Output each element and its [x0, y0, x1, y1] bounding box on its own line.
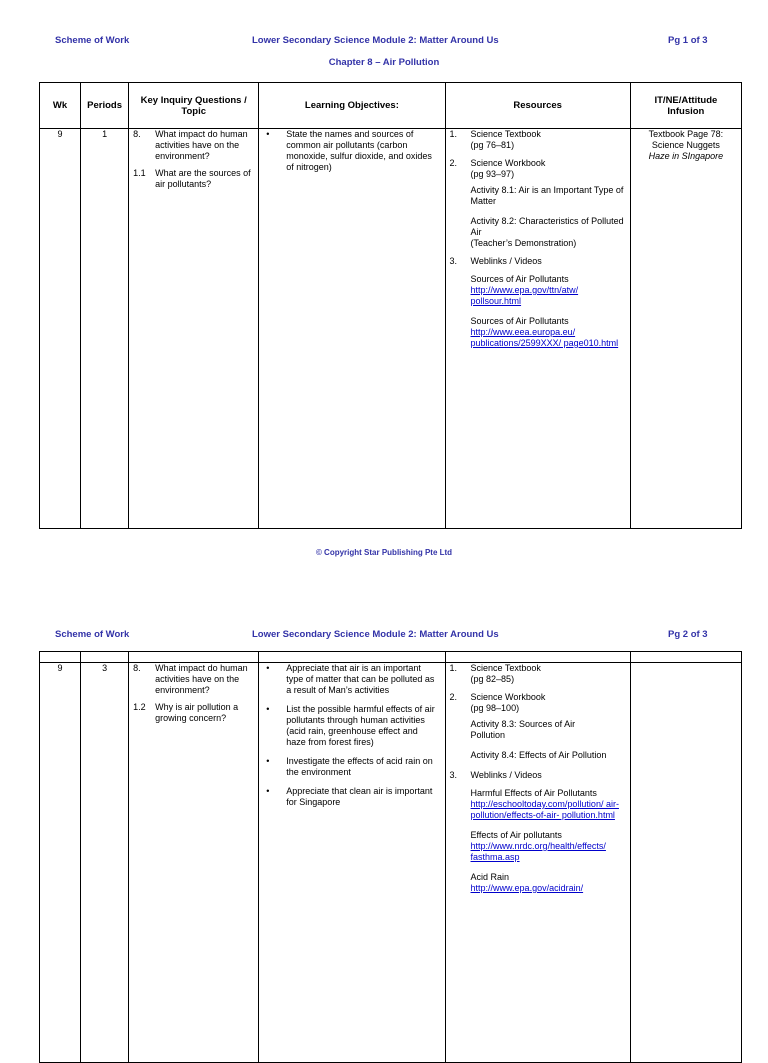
weblink-item	[450, 274, 624, 307]
infusion-topic: Haze in SIngapore	[648, 151, 724, 161]
page1-header-left: Scheme of Work	[55, 35, 130, 46]
objective-item	[264, 786, 436, 808]
bullet-icon: •	[266, 756, 270, 766]
copyright-footer: © Copyright Star Publishing Pte Ltd	[315, 548, 453, 557]
resource-number: 3.	[449, 256, 458, 266]
page1-scheme-table	[39, 82, 742, 529]
periods-value: 1	[102, 129, 108, 139]
page1-header-center: Lower Secondary Science Module 2: Matter Around Us	[252, 35, 499, 46]
bullet-icon: •	[266, 129, 270, 139]
page1-chapter-title: Chapter 8 – Air Pollution	[328, 57, 440, 68]
weblink-url[interactable]: http://www.nrdc.org/health/effects/ fasthma.asp	[470, 841, 606, 862]
activity-note: (Teacher’s Demonstration)	[470, 238, 577, 248]
resource-number: 2.	[449, 158, 458, 168]
kiq-text: What impact do human activities have on the environment?	[155, 663, 248, 695]
bullet-icon: •	[266, 704, 270, 714]
objective-text: Appreciate that air is an important type of matter that can be polluted as a result of Man’s activities	[286, 663, 435, 695]
cell-learning-objectives	[259, 663, 445, 1063]
col-header-it-ne-attitude: IT/NE/Attitude Infusion	[630, 83, 741, 129]
objective-text: Appreciate that clean air is important for Singapore	[286, 786, 433, 807]
empty-header-cell	[630, 652, 741, 663]
cell-periods	[81, 129, 129, 529]
cell-wk	[40, 129, 81, 529]
infusion-text	[631, 129, 741, 162]
table-row	[40, 663, 742, 1063]
empty-header-cell	[445, 652, 630, 663]
weblink-item	[450, 830, 624, 863]
activity-item: Activity 8.4: Effects of Air Pollution	[470, 750, 607, 760]
activity-text: Activity 8.2: Characteristics of Polluted Air	[470, 216, 624, 237]
table-header-row	[40, 652, 742, 663]
kiq-number: 8.	[133, 663, 141, 673]
wk-value: 9	[57, 129, 63, 139]
resource-text: Science Workbook (pg 93–97)	[470, 158, 546, 179]
empty-header-cell	[81, 652, 129, 663]
resource-number: 1.	[449, 129, 458, 139]
col-header-learning-objectives: Learning Objectives:	[259, 83, 445, 129]
resource-item	[450, 770, 624, 781]
page2-header-left: Scheme of Work	[55, 629, 130, 640]
col-header-periods: Periods	[81, 83, 129, 129]
objective-text: State the names and sources of common air pollutants (carbon monoxide, sulfur dioxide, and oxides of nitrogen)	[286, 129, 432, 172]
activity-item: Activity 8.1: Air is an Important Type of Matter	[470, 185, 624, 206]
table-header-row	[40, 83, 742, 129]
kiq-item	[133, 129, 252, 162]
resource-text: Science Textbook (pg 82–85)	[470, 663, 541, 684]
kiq-item	[133, 168, 252, 190]
empty-header-cell	[40, 652, 81, 663]
kiq-text: Why is air pollution a growing concern?	[155, 702, 239, 723]
cell-wk	[40, 663, 81, 1063]
bullet-icon: •	[266, 786, 270, 796]
objective-text: Investigate the effects of acid rain on the environment	[286, 756, 433, 777]
resource-item	[450, 129, 624, 151]
weblink-url[interactable]: http://www.epa.gov/acidrain/	[470, 883, 584, 893]
weblink-url[interactable]: http://www.eea.europa.eu/ publications/2599XXX/ page010.html	[470, 327, 619, 348]
cell-learning-objectives	[259, 129, 445, 529]
cell-resources	[445, 663, 630, 1063]
kiq-number: 8.	[133, 129, 141, 139]
cell-kiq	[129, 663, 259, 1063]
weblink-item	[450, 316, 624, 349]
objective-item	[264, 704, 436, 748]
cell-kiq	[129, 129, 259, 529]
resource-number: 3.	[449, 770, 458, 780]
weblink-title: Effects of Air pollutants	[470, 830, 562, 840]
resource-item	[450, 256, 624, 267]
wk-value: 9	[57, 663, 63, 673]
bullet-icon: •	[266, 663, 270, 673]
weblink-title: Harmful Effects of Air Pollutants	[470, 788, 597, 798]
resource-text: Weblinks / Videos	[470, 770, 542, 780]
periods-value: 3	[102, 663, 108, 673]
resource-item	[450, 158, 624, 180]
page2-header-right: Pg 2 of 3	[668, 629, 708, 640]
empty-header-cell	[259, 652, 445, 663]
infusion-reference: Textbook Page 78: Science Nuggets	[648, 129, 724, 150]
page1-header-right: Pg 1 of 3	[668, 35, 708, 46]
col-header-resources: Resources	[445, 83, 630, 129]
weblink-title: Sources of Air Pollutants	[470, 274, 569, 284]
objective-text: List the possible harmful effects of air pollutants through human activities (acid rain, greenhouse effect and haze from forest fires)	[286, 704, 435, 747]
kiq-text: What are the sources of air pollutants?	[155, 168, 251, 189]
kiq-number: 1.1	[133, 168, 146, 178]
resource-number: 1.	[449, 663, 458, 673]
page2-scheme-table	[39, 651, 742, 1063]
kiq-text: What impact do human activities have on the environment?	[155, 129, 248, 161]
page2-header-center: Lower Secondary Science Module 2: Matter Around Us	[252, 629, 499, 640]
resource-text: Science Textbook (pg 76–81)	[470, 129, 541, 150]
kiq-item	[133, 702, 252, 724]
col-header-wk: Wk	[40, 83, 81, 129]
kiq-number: 1.2	[133, 702, 146, 712]
objective-item	[264, 663, 436, 696]
cell-it-ne-attitude	[630, 663, 741, 1063]
empty-header-cell	[129, 652, 259, 663]
weblink-title: Sources of Air Pollutants	[470, 316, 569, 326]
weblink-url[interactable]: http://eschooltoday.com/pollution/ air-pollution/effects-of-air- pollution.html	[470, 799, 619, 820]
cell-it-ne-attitude	[630, 129, 741, 529]
col-header-kiq: Key Inquiry Questions / Topic	[129, 83, 259, 129]
objective-item	[264, 756, 436, 778]
weblink-item	[450, 788, 624, 821]
resource-text: Science Workbook (pg 98–100)	[470, 692, 546, 713]
weblink-item	[450, 872, 624, 894]
objective-item	[264, 129, 436, 173]
resource-item	[450, 692, 624, 714]
resource-item	[450, 663, 624, 685]
resource-number: 2.	[449, 692, 458, 702]
activity-item	[450, 216, 624, 249]
cell-periods	[81, 663, 129, 1063]
weblink-url[interactable]: http://www.epa.gov/ttn/atw/ pollsour.html	[470, 285, 579, 306]
activity-item: Activity 8.3: Sources of Air Pollution	[470, 719, 576, 740]
resource-text: Weblinks / Videos	[470, 256, 542, 266]
cell-resources	[445, 129, 630, 529]
kiq-item	[133, 663, 252, 696]
table-row	[40, 129, 742, 529]
weblink-title: Acid Rain	[470, 872, 510, 882]
